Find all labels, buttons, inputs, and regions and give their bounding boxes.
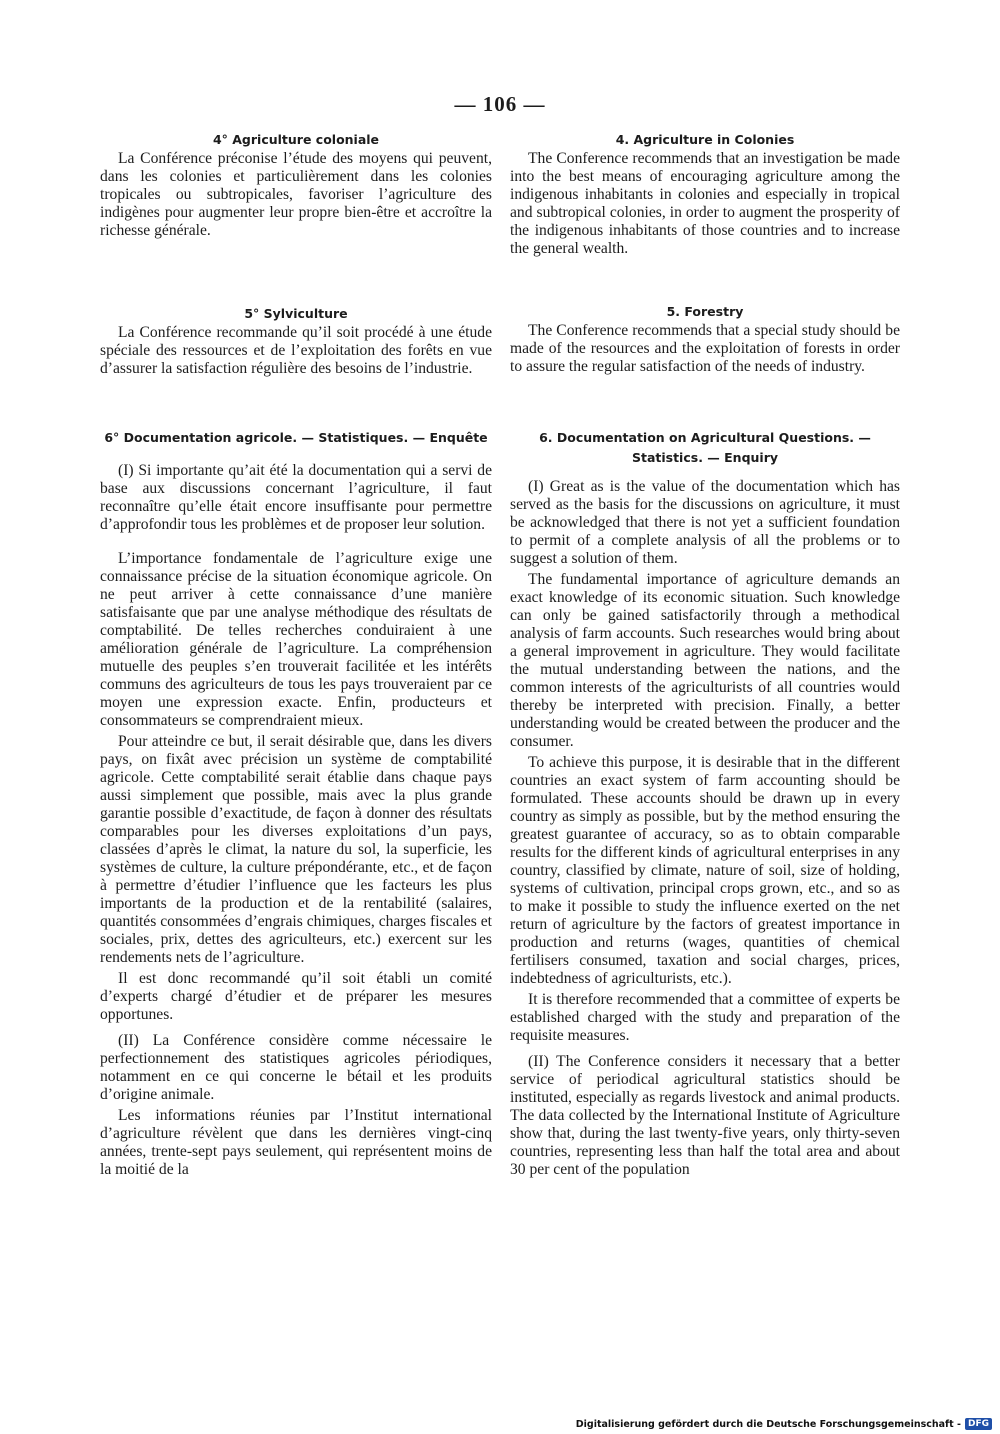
en-paragraph: The Conference recommends that an investigation be made into the best means of encouraging agriculture among the indigenous inhabitants in colonies and especially in tropical and subtropical colonies, in order to augment the prosperity of the indigenous inhabitants of those countries and to increase the general wealth. — [510, 150, 900, 257]
footer-text: Digitalisierung gefördert durch die Deutsche Forschungsgemeinschaft - — [575, 1418, 961, 1430]
footer-credit — [576, 1418, 992, 1430]
dfg-logo: DFG — [965, 1418, 992, 1430]
page-number: — 106 — — [454, 92, 546, 116]
en-heading-forestry: 5. Forestry — [666, 304, 744, 319]
fr-heading-sylviculture: 5° Sylviculture — [244, 306, 348, 321]
fr-section-6 — [100, 428, 492, 1179]
en-paragraph: The fundamental importance of agriculture demands an exact knowledge of its economic situation. Such knowledge can only be gained satisfactorily through a methodical analysis of farm accounts. Such researches would bring about a general improvement in agriculture. They would facilitate the mutual understanding between the nations, and the common interests of the agriculturists of all countries would thereby be interpreted with precision. Finally, a better understanding would be created between the producer and the consumer. — [510, 571, 900, 750]
en-paragraph: The Conference recommends that a special study should be made of the resources and the exploitation of forests in order to assure the regular satisfaction of the needs of industry. — [510, 322, 900, 375]
fr-heading-documentation: 6° Documentation agricole. — Statistiques. — Enquête — [104, 430, 488, 445]
en-heading-documentation: 6. Documentation on Agricultural Questions. — Statistics. — Enquiry — [539, 430, 871, 465]
en-paragraph: It is therefore recommended that a committee of experts be established charged with the study and preparation of the requisite measures. — [510, 991, 900, 1044]
fr-section-4 — [100, 130, 492, 240]
fr-paragraph: (I) Si importante qu’ait été la documentation qui a servi de base aux discussions concernant l’agriculture, il faut reconnaître qu’elle était encore insuffisante pour permettre d’approfondir tous les problèmes et de proposer leur solution. — [100, 462, 492, 533]
fr-section-5 — [100, 304, 492, 378]
fr-paragraph: Les informations réunies par l’Institut international d’agriculture révèlent que dans les dernières vingt-cinq années, trente-sept pays seulement, qui représentent moins de la moitié de la — [100, 1107, 492, 1178]
fr-paragraph: La Conférence préconise l’étude des moyens qui peuvent, dans les colonies et particulièrement dans les colonies tropicales ou subtropicales, favoriser l’agriculture des indigènes pour augmenter leur propre bien-être et accroître la richesse générale. — [100, 150, 492, 239]
fr-paragraph: Pour atteindre ce but, il serait désirable que, dans les divers pays, on fixât avec précision un système de comptabilité agricole. Cette comptabilité serait établie dans chaque pays aussi simplement que possible, mais avec la plus grande garantie possible d’exactitude, de façon à donner des résultats comparables pour les diverses exploitations d’un pays, classées d’après le climat, la nature du sol, la superficie, les systèmes de culture, la culture prépondérante, etc., et de façon à permettre d’étudier l’influence que les facteurs les plus importants de la production et de la rentabilité (salaires, quantités consommées d’engrais chimiques, charges fiscales et sociales, prix, dettes des agriculteurs, etc.) exercent sur les rendements nets de l’agriculture. — [100, 733, 492, 966]
fr-paragraph: Il est donc recommandé qu’il soit établi un comité d’experts chargé d’étudier et de préparer les mesures opportunes. — [100, 970, 492, 1023]
en-paragraph: (I) Great as is the value of the documentation which has served as the basis for the discussions on agriculture, it must be acknowledged that there is not yet a sufficient foundation to permit of a complete analysis of all the problems or to suggest a solution of them. — [510, 478, 900, 567]
fr-paragraph: L’importance fondamentale de l’agriculture exige une connaissance précise de la situation économique agricole. On ne peut arriver à cette connaissance d’une manière satisfaisante que par une analyse méthodique des résultats de comptabilité. De telles recherches conduiraient à une amélioration générale de l’agriculture. La compréhension mutuelle des peuples s’en trouverait facilitée et les intérêts communs des agriculteurs de tous les pays trouveraient par ce moyen une expression exacte. Enfin, producteurs et consommateurs se comprendraient mieux. — [100, 550, 492, 729]
en-section-5 — [510, 302, 900, 376]
en-section-4 — [510, 130, 900, 258]
fr-paragraph: La Conférence recommande qu’il soit procédé à une étude spéciale des ressources et de l’exploitation des forêts en vue d’assurer la satisfaction régulière des besoins de l’industrie. — [100, 324, 492, 377]
fr-heading-agriculture-coloniale: 4° Agriculture coloniale — [212, 132, 380, 147]
fr-paragraph: (II) La Conférence considère comme nécessaire le perfectionnement des statistiques agricoles périodiques, notamment en ce qui concerne le bétail et les produits d’origine animale. — [100, 1032, 492, 1103]
en-heading-agriculture-in-colonies: 4. Agriculture in Colonies — [615, 132, 795, 147]
en-paragraph: (II) The Conference considers it necessary that a better service of periodical agricultural statistics should be instituted, especially as regards livestock and animal products. The data collected by the International Institute of Agriculture show that, during the last twenty-five years, only thirty-seven countries, representing less than half the total area and about 30 per cent of the population — [510, 1053, 900, 1178]
en-section-6 — [510, 428, 900, 1179]
en-paragraph: To achieve this purpose, it is desirable that in the different countries an exact system of farm accounting should be formulated. These accounts should be drawn up in every country as simply as possible, but by the method ensuring the greatest guarantee of accuracy, so as to obtain comparable results for the different kinds of agricultural enterprises in any country, classified by climate, nature of soil, size of holding, systems of cultivation, principal crops grown, etc., and so as to make it possible to study the influence exerted on the net return of agriculture by the factors of greatest importance in production and returns (wages, quantities of chemical fertilisers consumed, taxation and social charges, prices, indebtedness of agriculturists, etc.). — [510, 754, 900, 987]
